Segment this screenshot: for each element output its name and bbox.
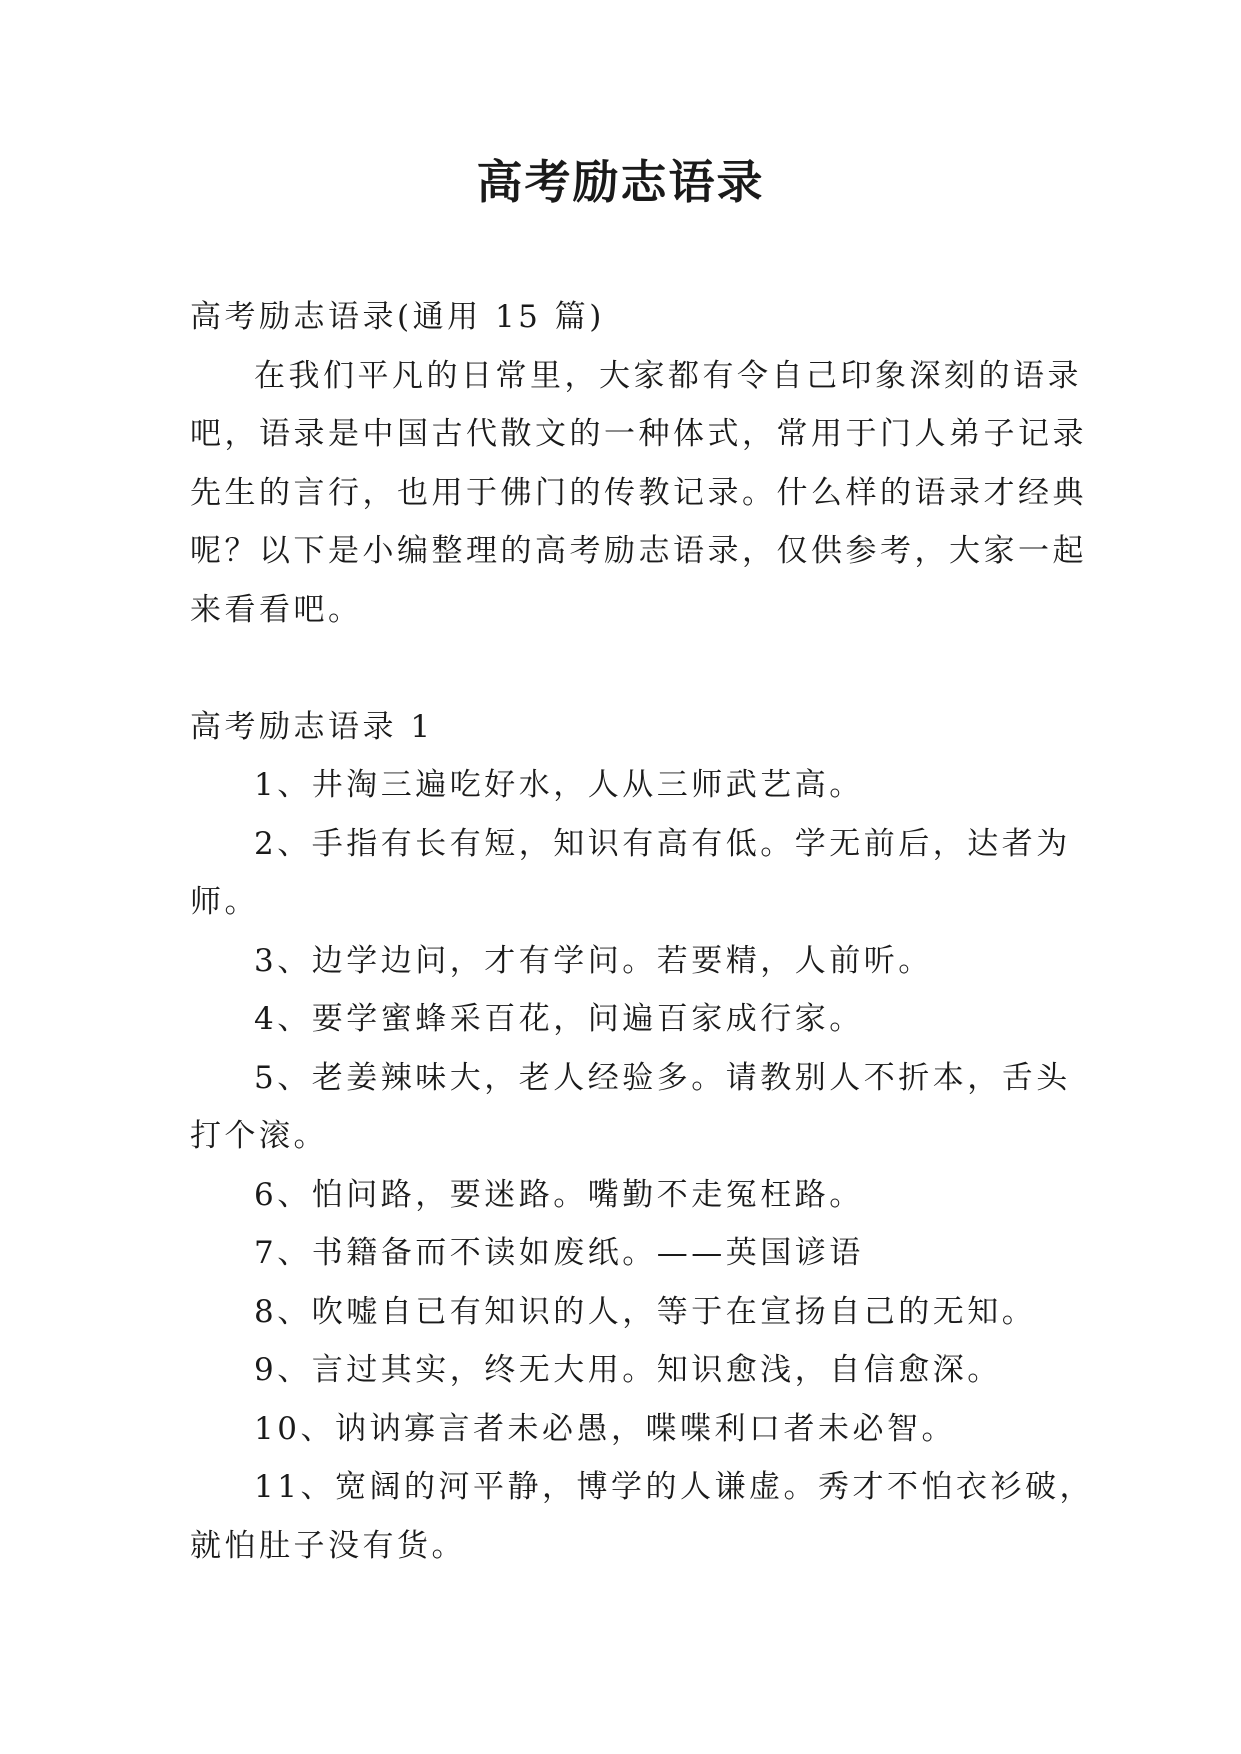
- spacer: [190, 639, 1062, 698]
- quote-line: 7、书籍备而不读如废纸。——英国谚语: [254, 1235, 864, 1271]
- quote-line: 就怕肚子没有货。: [190, 1527, 466, 1564]
- quote-line: 2、手指有长有短，知识有高有低。学无前后，达者为: [254, 825, 1071, 862]
- quote-line: 3、边学边问，才有学问。若要精，人前听。: [254, 942, 933, 979]
- document-body: [190, 288, 1094, 1575]
- quote-line: 9、言过其实，终无大用。知识愈浅，自信愈深。: [254, 1352, 1002, 1388]
- quote-line: 打个滚。: [190, 1118, 328, 1154]
- page-title: 高考励志语录: [476, 155, 765, 209]
- quote-line: 1、井淘三遍吃好水，人从三师武艺高。: [254, 767, 864, 803]
- quote-line: 8、吹嘘自已有知识的人，等于在宣扬自己的无知。: [254, 1293, 1037, 1330]
- quote-line: 师。: [190, 884, 259, 920]
- intro-line: 来看看吧。: [190, 591, 363, 628]
- quote-line: 10、讷讷寡言者未必愚，喋喋利口者未必智。: [254, 1410, 956, 1447]
- quote-line: 11、宽阔的河平静，博学的人谦虚。秀才不怕衣衫破，: [254, 1469, 1094, 1505]
- subtitle: 高考励志语录(通用 15 篇): [190, 299, 605, 335]
- section-heading: 高考励志语录 1: [190, 708, 434, 745]
- intro-line: 呢？以下是小编整理的高考励志语录，仅供参考，大家一起: [190, 533, 1087, 569]
- intro-line: 吧，语录是中国古代散文的一种体式，常用于门人弟子记录: [190, 416, 1087, 452]
- quote-line: 5、老姜辣味大，老人经验多。请教别人不折本，舌头: [254, 1059, 1071, 1096]
- quote-line: 6、怕问路，要迷路。嘴勤不走冤枉路。: [254, 1176, 864, 1213]
- quote-line: 4、要学蜜蜂采百花，问遍百家成行家。: [254, 1001, 864, 1037]
- intro-line: 先生的言行，也用于佛门的传教记录。什么样的语录才经典: [190, 474, 1087, 511]
- intro-line: 在我们平凡的日常里，大家都有令自己印象深刻的语录: [254, 357, 1082, 394]
